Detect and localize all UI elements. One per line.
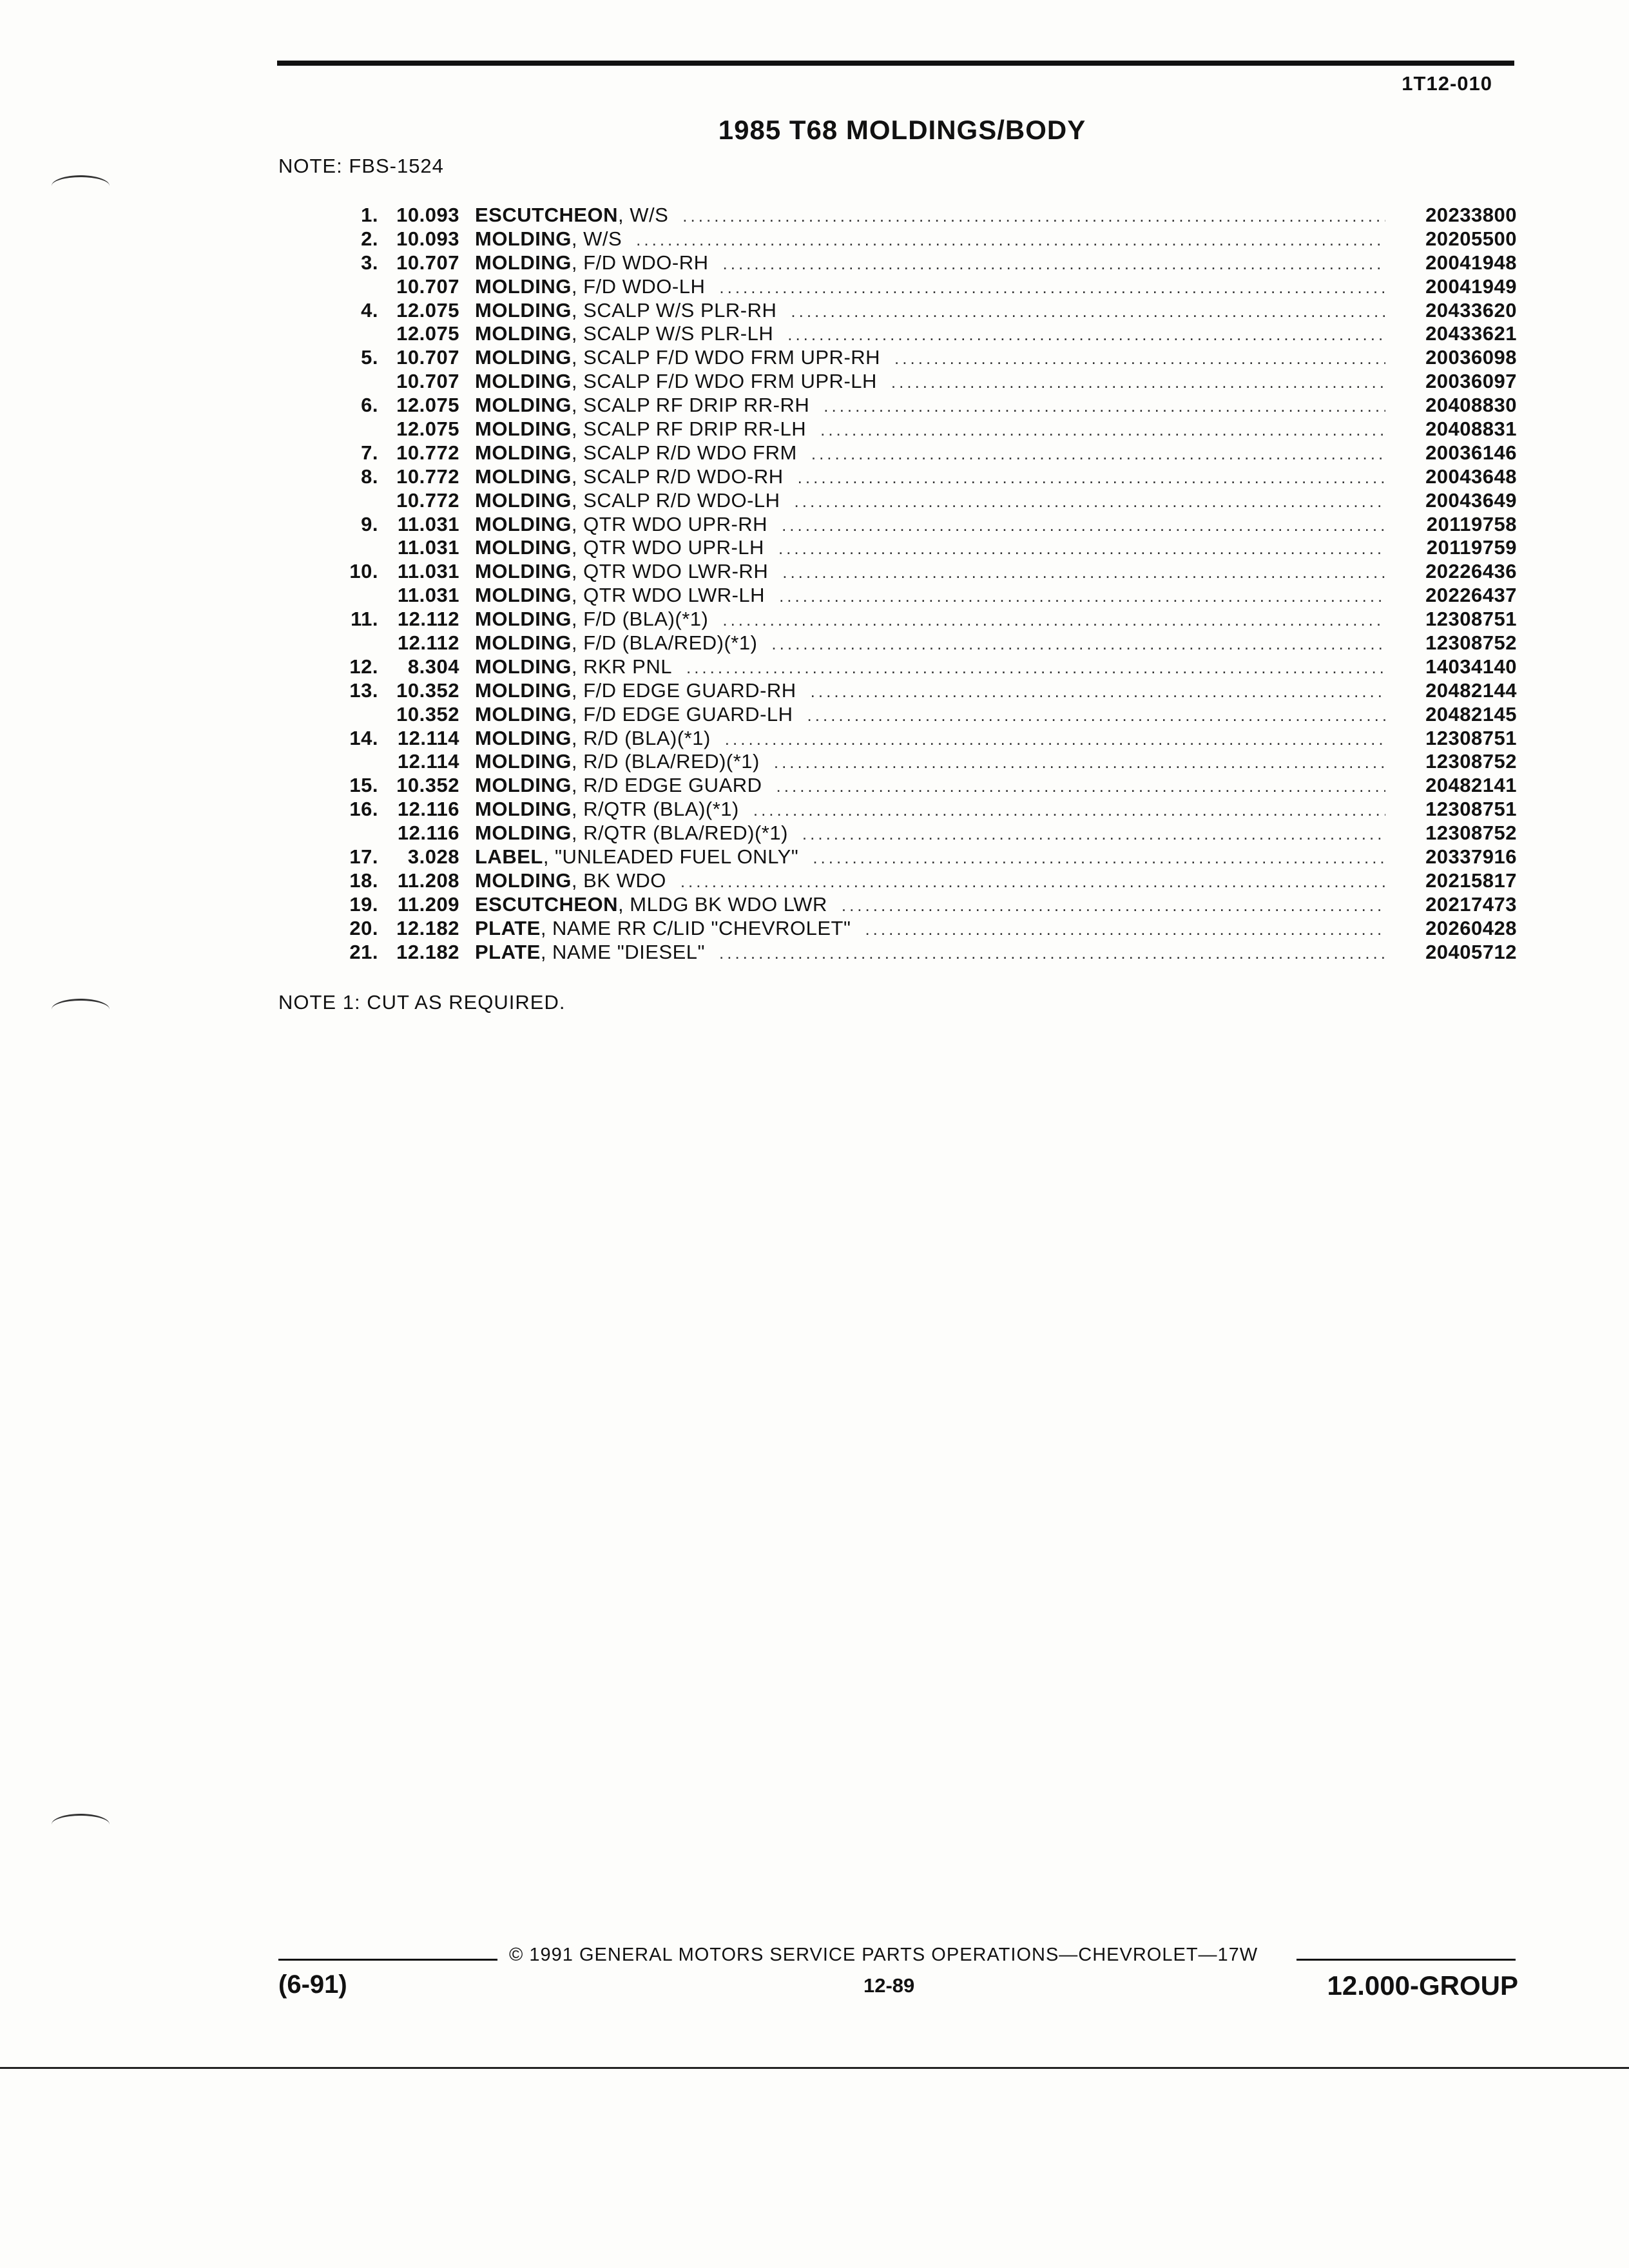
part-row (303, 727, 1517, 751)
part-description: , "UNLEADED FUEL ONLY" (543, 845, 799, 869)
part-number: 20408830 (1425, 394, 1517, 417)
part-row (303, 465, 1517, 489)
leader-dots (813, 846, 1385, 870)
part-row (303, 941, 1517, 965)
part-number: 20405712 (1425, 940, 1517, 963)
part-description: , QTR WDO UPR-LH (571, 536, 764, 559)
illustration-code: 10.352 (396, 774, 459, 797)
leader-dots (723, 252, 1385, 276)
part-row (303, 489, 1517, 513)
illustration-code: 11.031 (397, 584, 459, 607)
part-row (303, 893, 1517, 917)
part-name: MOLDING (475, 608, 572, 631)
item-number: 20. (349, 916, 378, 939)
leader-dots (891, 370, 1385, 394)
illustration-code: 10.093 (396, 227, 459, 250)
part-number: 12308752 (1425, 750, 1517, 773)
leader-dots (798, 466, 1385, 490)
part-row (303, 845, 1517, 869)
leader-dots (820, 418, 1385, 442)
item-number: 13. (349, 678, 378, 702)
revision-date: (6-91) (278, 1970, 347, 1999)
page-title: 1985 T68 MOLDINGS/BODY (718, 115, 1086, 145)
part-description: , SCALP RF DRIP RR-LH (571, 418, 807, 441)
part-name: MOLDING (475, 536, 572, 559)
item-number: 1. (361, 204, 378, 226)
part-number: 20119758 (1426, 512, 1517, 535)
part-description: , F/D WDO-RH (571, 251, 709, 274)
leader-dots (778, 537, 1385, 561)
part-name: MOLDING (475, 298, 572, 322)
part-description: , SCALP R/D WDO-LH (571, 488, 780, 512)
leader-dots (682, 204, 1385, 228)
part-description: , R/QTR (BLA/RED)(*1) (571, 822, 788, 845)
illustration-code: 10.093 (396, 204, 459, 226)
part-row (303, 608, 1517, 631)
illustration-code: 11.209 (397, 892, 459, 916)
part-row (303, 798, 1517, 822)
part-number: 12308752 (1425, 822, 1517, 845)
part-row (303, 750, 1517, 774)
illustration-code: 11.208 (397, 869, 459, 892)
item-number: 6. (361, 394, 378, 417)
illustration-code: 12.182 (396, 940, 459, 963)
part-description: , F/D WDO-LH (571, 274, 706, 298)
item-number: 9. (361, 512, 378, 535)
illustration-code: 3.028 (407, 845, 459, 869)
part-number: 12308751 (1425, 798, 1517, 821)
part-row (303, 869, 1517, 893)
part-name: MOLDING (475, 655, 572, 678)
leader-dots (795, 490, 1385, 514)
part-description: , SCALP F/D WDO FRM UPR-LH (571, 370, 877, 393)
leader-dots (779, 584, 1385, 608)
leader-dots (811, 680, 1385, 704)
part-description: , SCALP R/D WDO-RH (571, 465, 784, 488)
part-name: MOLDING (475, 441, 572, 464)
illustration-code: 12.112 (397, 608, 459, 631)
part-description: , F/D (BLA)(*1) (571, 608, 709, 631)
item-number: 4. (361, 298, 378, 322)
part-description: , NAME RR C/LID "CHEVROLET" (540, 916, 851, 939)
part-description: , F/D EDGE GUARD-RH (571, 678, 796, 702)
part-name: MOLDING (475, 678, 572, 702)
part-number: 12308752 (1425, 631, 1517, 655)
part-number: 20482144 (1425, 678, 1517, 702)
part-row (303, 822, 1517, 845)
top-rule (277, 61, 1514, 66)
illustration-code: 10.772 (396, 465, 459, 488)
illustration-code: 12.075 (396, 394, 459, 417)
part-row (303, 655, 1517, 679)
part-row (303, 584, 1517, 608)
item-number: 17. (349, 845, 378, 869)
part-description: , NAME "DIESEL" (540, 940, 705, 963)
illustration-code: 10.772 (396, 488, 459, 512)
part-name: MOLDING (475, 631, 572, 655)
part-number: 20036146 (1425, 441, 1517, 464)
item-number: 10. (349, 560, 378, 583)
part-number: 20433620 (1425, 298, 1517, 322)
illustration-code: 12.075 (396, 418, 459, 441)
part-description: , RKR PNL (571, 655, 672, 678)
part-name: LABEL (475, 845, 543, 869)
part-row (303, 631, 1517, 655)
part-number: 20226437 (1425, 584, 1517, 607)
illustration-code: 12.075 (396, 322, 459, 345)
leader-dots (722, 608, 1385, 632)
part-name: MOLDING (475, 750, 572, 773)
part-row (303, 322, 1517, 346)
item-number: 19. (349, 892, 378, 916)
leader-dots (774, 751, 1385, 774)
part-name: MOLDING (475, 488, 572, 512)
part-number: 12308751 (1425, 726, 1517, 749)
part-name: MOLDING (475, 869, 572, 892)
part-number: 20226436 (1425, 560, 1517, 583)
item-number: 21. (349, 940, 378, 963)
item-number: 16. (349, 798, 378, 821)
illustration-code: 12.114 (397, 750, 459, 773)
part-row (303, 370, 1517, 394)
illustration-code: 10.352 (396, 702, 459, 726)
part-description: , SCALP RF DRIP RR-RH (571, 394, 810, 417)
part-name: MOLDING (475, 418, 572, 441)
part-number: 20408831 (1425, 418, 1517, 441)
footer-rule (1296, 1959, 1516, 1961)
leader-dots (811, 442, 1385, 466)
illustration-code: 10.772 (396, 441, 459, 464)
parts-list (303, 204, 1517, 965)
leader-dots (782, 514, 1385, 537)
item-number: 8. (361, 465, 378, 488)
leader-dots (719, 276, 1385, 300)
part-row (303, 418, 1517, 441)
part-number: 20041948 (1425, 251, 1517, 274)
part-number: 20433621 (1425, 322, 1517, 345)
part-row (303, 536, 1517, 560)
part-name: MOLDING (475, 274, 572, 298)
part-name: MOLDING (475, 702, 572, 726)
part-number: 20215817 (1425, 869, 1517, 892)
part-description: , SCALP F/D WDO FRM UPR-RH (571, 346, 881, 369)
part-row (303, 917, 1517, 941)
part-number: 20205500 (1425, 227, 1517, 250)
item-number: 5. (361, 346, 378, 369)
part-description: , BK WDO (571, 869, 666, 892)
illustration-code: 11.031 (397, 536, 459, 559)
part-description: , SCALP W/S PLR-RH (571, 298, 777, 322)
part-description: , SCALP R/D WDO FRM (571, 441, 797, 464)
illustration-code: 10.707 (396, 370, 459, 393)
illustration-code: 12.075 (396, 298, 459, 322)
illustration-code: 12.112 (397, 631, 459, 655)
top-note: NOTE: FBS-1524 (278, 155, 444, 177)
part-number: 20337916 (1425, 845, 1517, 869)
part-row (303, 275, 1517, 299)
part-row (303, 227, 1517, 251)
part-name: MOLDING (475, 774, 572, 797)
part-description: , QTR WDO LWR-LH (571, 584, 766, 607)
item-number: 14. (349, 726, 378, 749)
leader-dots (802, 822, 1385, 846)
leader-dots (686, 656, 1385, 680)
leader-dots (782, 561, 1385, 584)
part-number: 20260428 (1425, 916, 1517, 939)
page-number: 12-89 (863, 1974, 915, 1997)
part-description: , W/S (618, 204, 669, 226)
part-row (303, 441, 1517, 465)
leader-dots (791, 300, 1385, 323)
part-name: MOLDING (475, 370, 572, 393)
leader-dots (865, 918, 1385, 941)
part-name: MOLDING (475, 822, 572, 845)
illustration-code: 10.352 (396, 678, 459, 702)
part-name: MOLDING (475, 394, 572, 417)
illustration-code: 12.114 (397, 726, 459, 749)
part-name: MOLDING (475, 726, 572, 749)
document-code: 1T12-010 (1402, 72, 1492, 95)
part-row (303, 204, 1517, 227)
item-number: 3. (361, 251, 378, 274)
group-label: 12.000-GROUP (1327, 1970, 1518, 2001)
part-row (303, 346, 1517, 370)
part-name: MOLDING (475, 798, 572, 821)
item-number: 11. (351, 608, 378, 631)
item-number: 2. (361, 227, 378, 250)
part-number: 20036097 (1425, 370, 1517, 393)
illustration-code: 10.707 (396, 346, 459, 369)
part-description: , W/S (571, 227, 622, 250)
part-number: 14034140 (1425, 655, 1517, 678)
copyright-line: © 1991 GENERAL MOTORS SERVICE PARTS OPERATIONS—CHEVROLET—17W (509, 1945, 1258, 1965)
part-row (303, 560, 1517, 584)
leader-dots (771, 632, 1385, 656)
part-name: MOLDING (475, 322, 572, 345)
part-name: ESCUTCHEON (475, 892, 619, 916)
part-name: PLATE (475, 940, 541, 963)
part-name: PLATE (475, 916, 541, 939)
part-row (303, 513, 1517, 537)
part-number: 20119759 (1426, 536, 1517, 559)
leader-dots (753, 798, 1385, 822)
part-description: , MLDG BK WDO LWR (618, 892, 827, 916)
part-description: , F/D EDGE GUARD-LH (571, 702, 793, 726)
leader-dots (842, 894, 1385, 918)
illustration-code: 12.116 (397, 798, 459, 821)
part-row (303, 774, 1517, 798)
leader-dots (719, 941, 1385, 965)
part-number: 20043648 (1425, 465, 1517, 488)
part-name: MOLDING (475, 560, 572, 583)
leader-dots (776, 774, 1385, 798)
item-number: 12. (349, 655, 378, 678)
part-number: 20041949 (1425, 274, 1517, 298)
illustration-code: 12.182 (396, 916, 459, 939)
leader-dots (636, 228, 1385, 252)
item-number: 15. (349, 774, 378, 797)
part-description: , QTR WDO LWR-RH (571, 560, 769, 583)
illustration-code: 12.116 (397, 822, 459, 845)
bottom-rule (0, 2067, 1629, 2069)
part-number: 20233800 (1425, 204, 1517, 226)
illustration-code: 10.707 (396, 274, 459, 298)
item-number: 18. (349, 869, 378, 892)
part-row (303, 299, 1517, 323)
part-name: MOLDING (475, 512, 572, 535)
part-number: 20036098 (1425, 346, 1517, 369)
punch-hole-mark (52, 1814, 110, 1835)
illustration-code: 11.031 (397, 560, 459, 583)
leader-dots (787, 323, 1385, 347)
part-description: , SCALP W/S PLR-LH (571, 322, 774, 345)
illustration-code: 8.304 (407, 655, 459, 678)
punch-hole-mark (52, 175, 110, 197)
part-row (303, 703, 1517, 727)
part-name: MOLDING (475, 251, 572, 274)
part-name: MOLDING (475, 584, 572, 607)
part-name: ESCUTCHEON (475, 204, 619, 226)
part-number: 20482141 (1425, 774, 1517, 797)
part-description: , QTR WDO UPR-RH (571, 512, 768, 535)
punch-hole-mark (52, 999, 110, 1020)
part-number: 12308751 (1425, 608, 1517, 631)
part-description: , R/D (BLA/RED)(*1) (571, 750, 760, 773)
part-description: , R/D (BLA)(*1) (571, 726, 711, 749)
part-row (303, 251, 1517, 275)
part-row (303, 679, 1517, 703)
illustration-code: 11.031 (397, 512, 459, 535)
part-description: , R/D EDGE GUARD (571, 774, 762, 797)
part-number: 20043649 (1425, 488, 1517, 512)
part-number: 20217473 (1425, 892, 1517, 916)
part-name: MOLDING (475, 346, 572, 369)
leader-dots (824, 394, 1385, 418)
part-description: , R/QTR (BLA)(*1) (571, 798, 739, 821)
leader-dots (894, 347, 1385, 370)
part-row (303, 394, 1517, 418)
part-name: MOLDING (475, 465, 572, 488)
item-number: 7. (361, 441, 378, 464)
illustration-code: 10.707 (396, 251, 459, 274)
part-name: MOLDING (475, 227, 572, 250)
leader-dots (680, 870, 1385, 894)
leader-dots (725, 727, 1385, 751)
bottom-note: NOTE 1: CUT AS REQUIRED. (278, 991, 566, 1014)
footer-rule (278, 1959, 497, 1961)
leader-dots (807, 704, 1385, 727)
part-description: , F/D (BLA/RED)(*1) (571, 631, 758, 655)
part-number: 20482145 (1425, 702, 1517, 726)
